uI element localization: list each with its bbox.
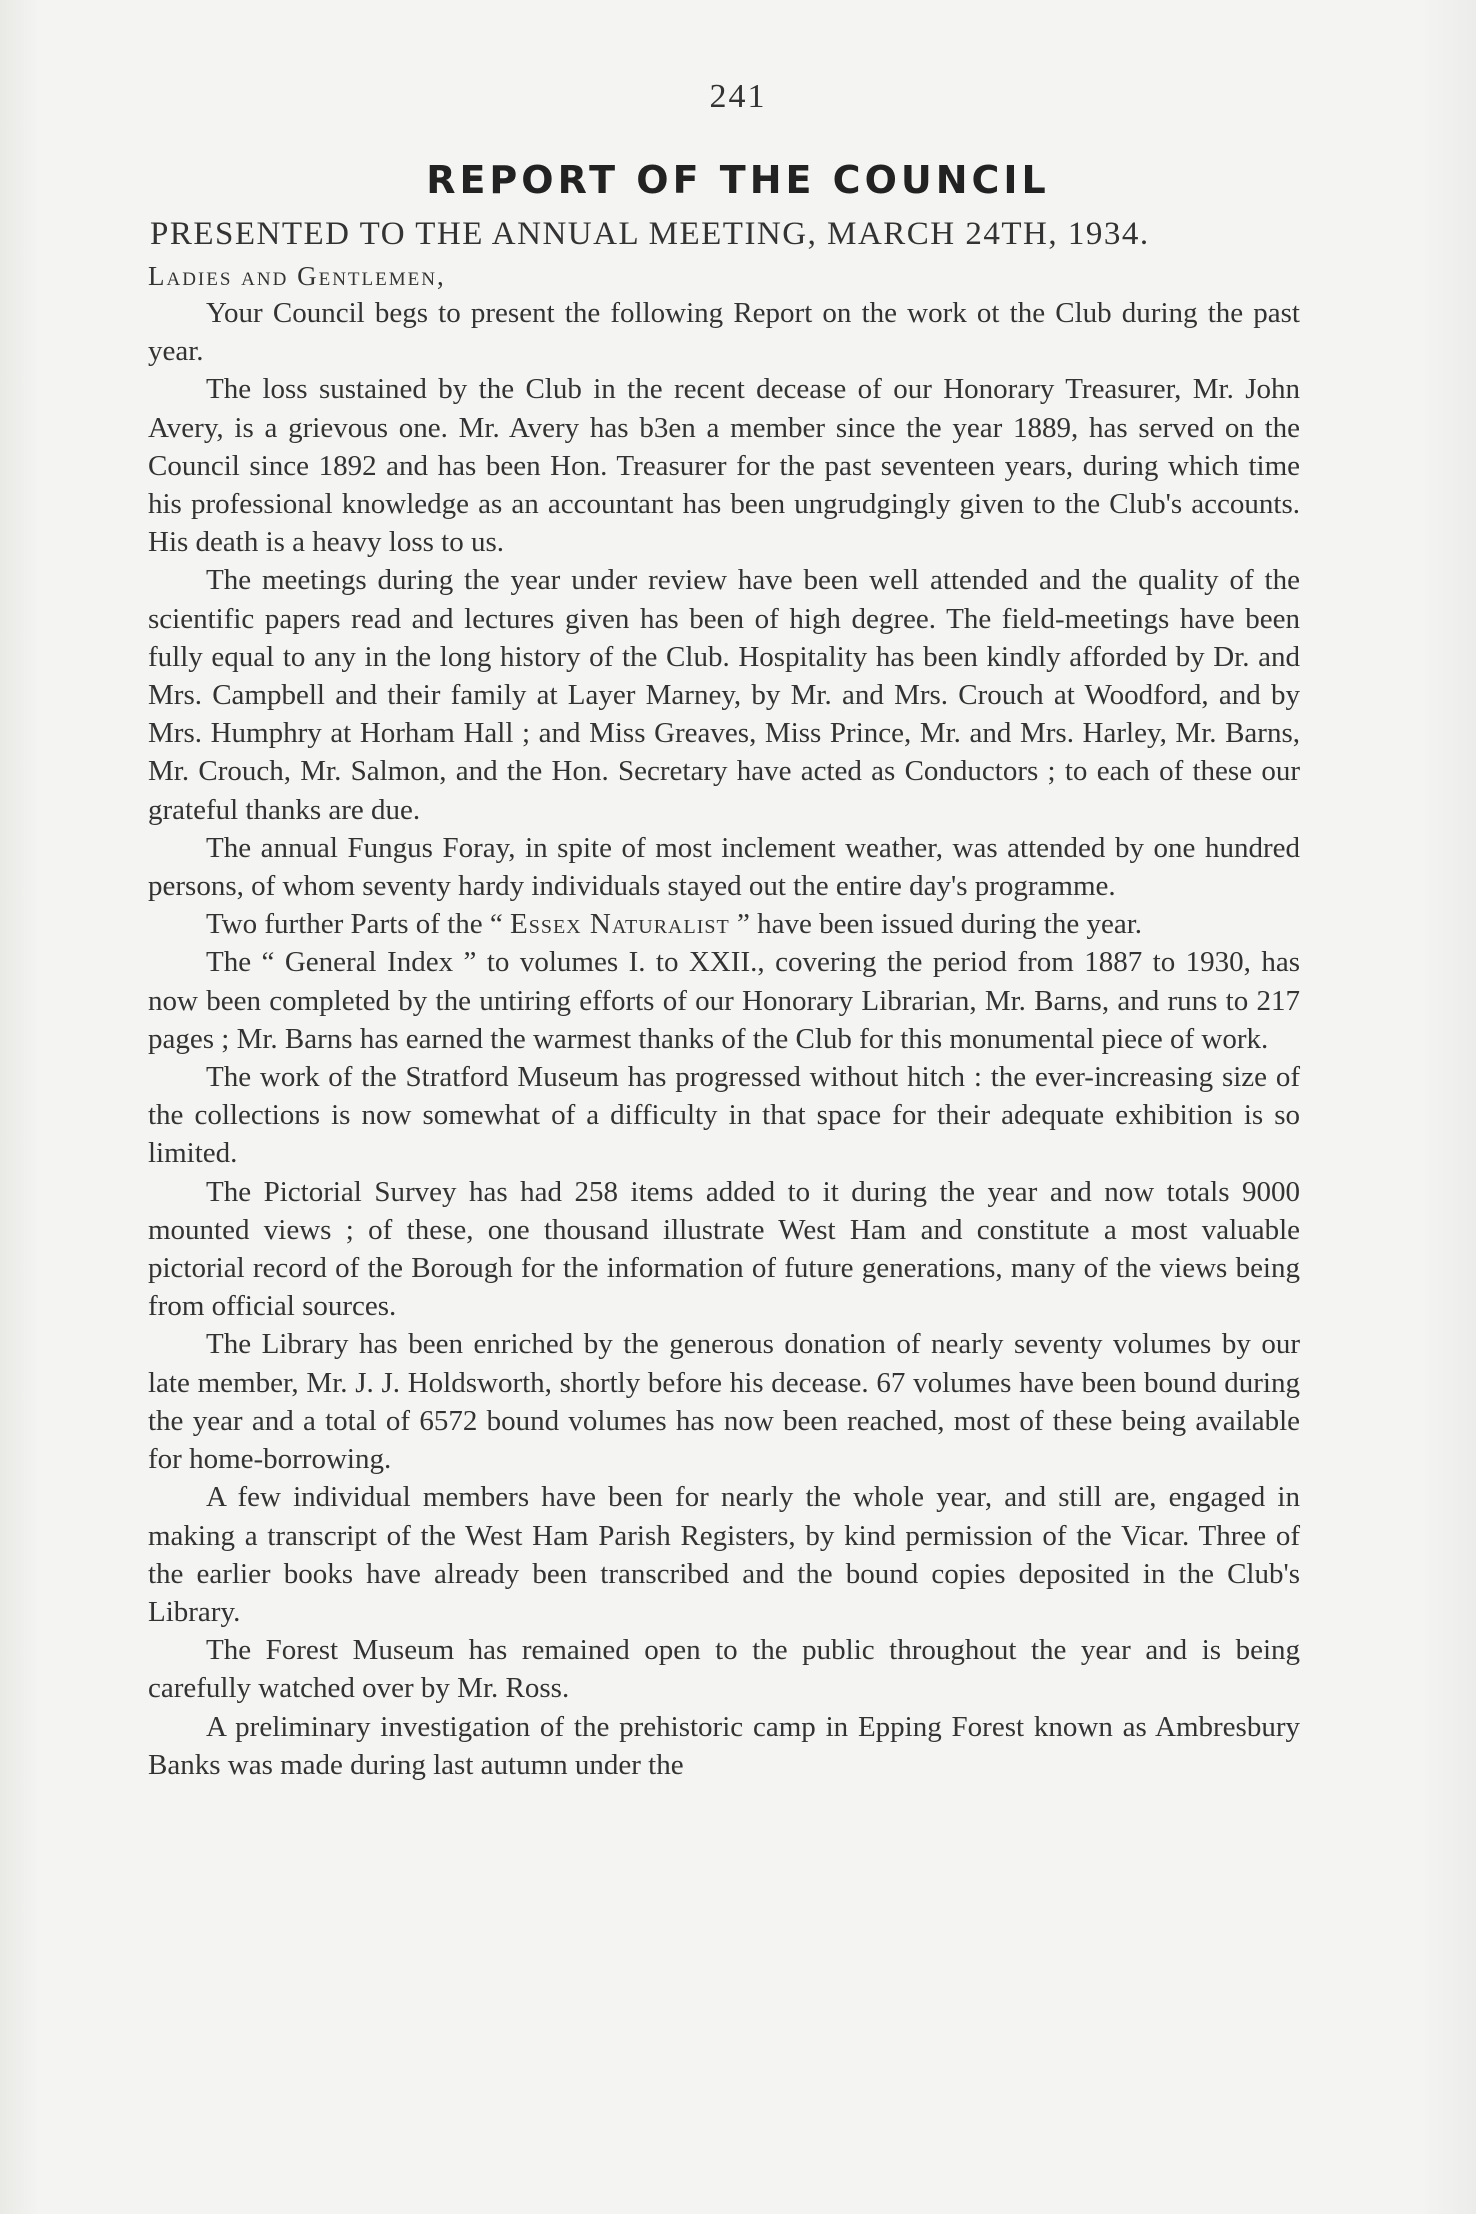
paragraph: The annual Fungus Foray, in spite of most inclement weather, was attended by one hundred persons, of whom seventy hardy individuals stayed out the entire day's programme. (148, 831, 1300, 903)
paragraph: The “ General Index ” to volumes I. to XXII., covering the period from 1887 to 1930, has now been completed by the untiring efforts of our Honorary Librarian, Mr. Barns, and runs to 217 pages ; Mr. Barns has earned the warmest thanks of the Club for this monumental piece of work. (148, 946, 1300, 1055)
paragraph: Your Council begs to present the following Report on the work ot the Club during the past year. (148, 297, 1300, 368)
report-body (148, 294, 1300, 1784)
paragraph: The loss sustained by the Club in the recent decease of our Honorary Treasurer, Mr. John Avery, is a grievous one. Mr. Avery has b3en a member since the year 1889, has served on the Council since 1892 and has been Hon. Treasurer for the past seventeen years, during which time his professional knowledge as an accountant has been ungrudgingly given to the Club's accounts. His death is a heavy loss to us. (148, 373, 1300, 559)
report-title: REPORT OF THE COUNCIL (426, 158, 1050, 202)
paragraph-text: ” have been issued during the year. (729, 908, 1143, 941)
page-number: 241 (709, 78, 767, 115)
paragraph: The meetings during the year under review have been well attended and the quality of the scientific papers read and lectures given has been of high degree. The field-meetings have been fully equal to any in the long history of the Club. Hospitality has been kindly afforded by Dr. and Mrs. Campbell and their family at Layer Marney, by Mr. and Mrs. Crouch at Woodford, and by Mrs. Humphry at Horham Hall ; and Miss Greaves, Miss Prince, Mr. and Mrs. Harley, Mr. Barns, Mr. Crouch, Mr. Salmon, and the Hon. Secretary have acted as Conductors ; to each of these our grateful thanks are due. (148, 564, 1300, 826)
paragraph: A preliminary investigation of the prehistoric camp in Epping Forest known as Ambresbury Banks was made during last autumn under the (148, 1710, 1300, 1781)
report-subtitle: PRESENTED TO THE ANNUAL MEETING, MARCH 24TH, 1934. (150, 216, 1150, 252)
paragraph: The Forest Museum has remained open to the public throughout the year and is being carefully watched over by Mr. Ross. (148, 1634, 1300, 1705)
paragraph: The work of the Stratford Museum has progressed without hitch : the ever-increasing size of the collections is now somewhat of a difficulty in that space for their adequate exhibition is so limited. (148, 1061, 1300, 1170)
paragraph: A few individual members have been for nearly the whole year, and still are, engaged in making a transcript of the West Ham Parish Registers, by kind permission of the Vicar. Three of the earlier books have already been transcribed and the bound copies deposited in the Club's Library. (148, 1481, 1300, 1628)
paragraph: The Library has been enriched by the generous donation of nearly seventy volumes by our late member, Mr. J. J. Holdsworth, shortly before his decease. 67 volumes have been bound during the year and a total of 6572 bound volumes has now been reached, most of these being available for home-borrowing. (148, 1328, 1300, 1476)
paragraph: The Pictorial Survey has had 258 items added to it during the year and now totals 9000 mounted views ; of these, one thousand illustrate West Ham and constitute a most valuable pictorial record of the Borough for the information of future generations, many of the views being from official sources. (148, 1175, 1300, 1323)
salutation: Ladies and Gentlemen, (148, 261, 446, 291)
journal-title: Essex Naturalist (510, 908, 730, 941)
paragraph-text: Two further Parts of the “ (206, 908, 510, 941)
paragraph-naturalist (148, 905, 1300, 943)
